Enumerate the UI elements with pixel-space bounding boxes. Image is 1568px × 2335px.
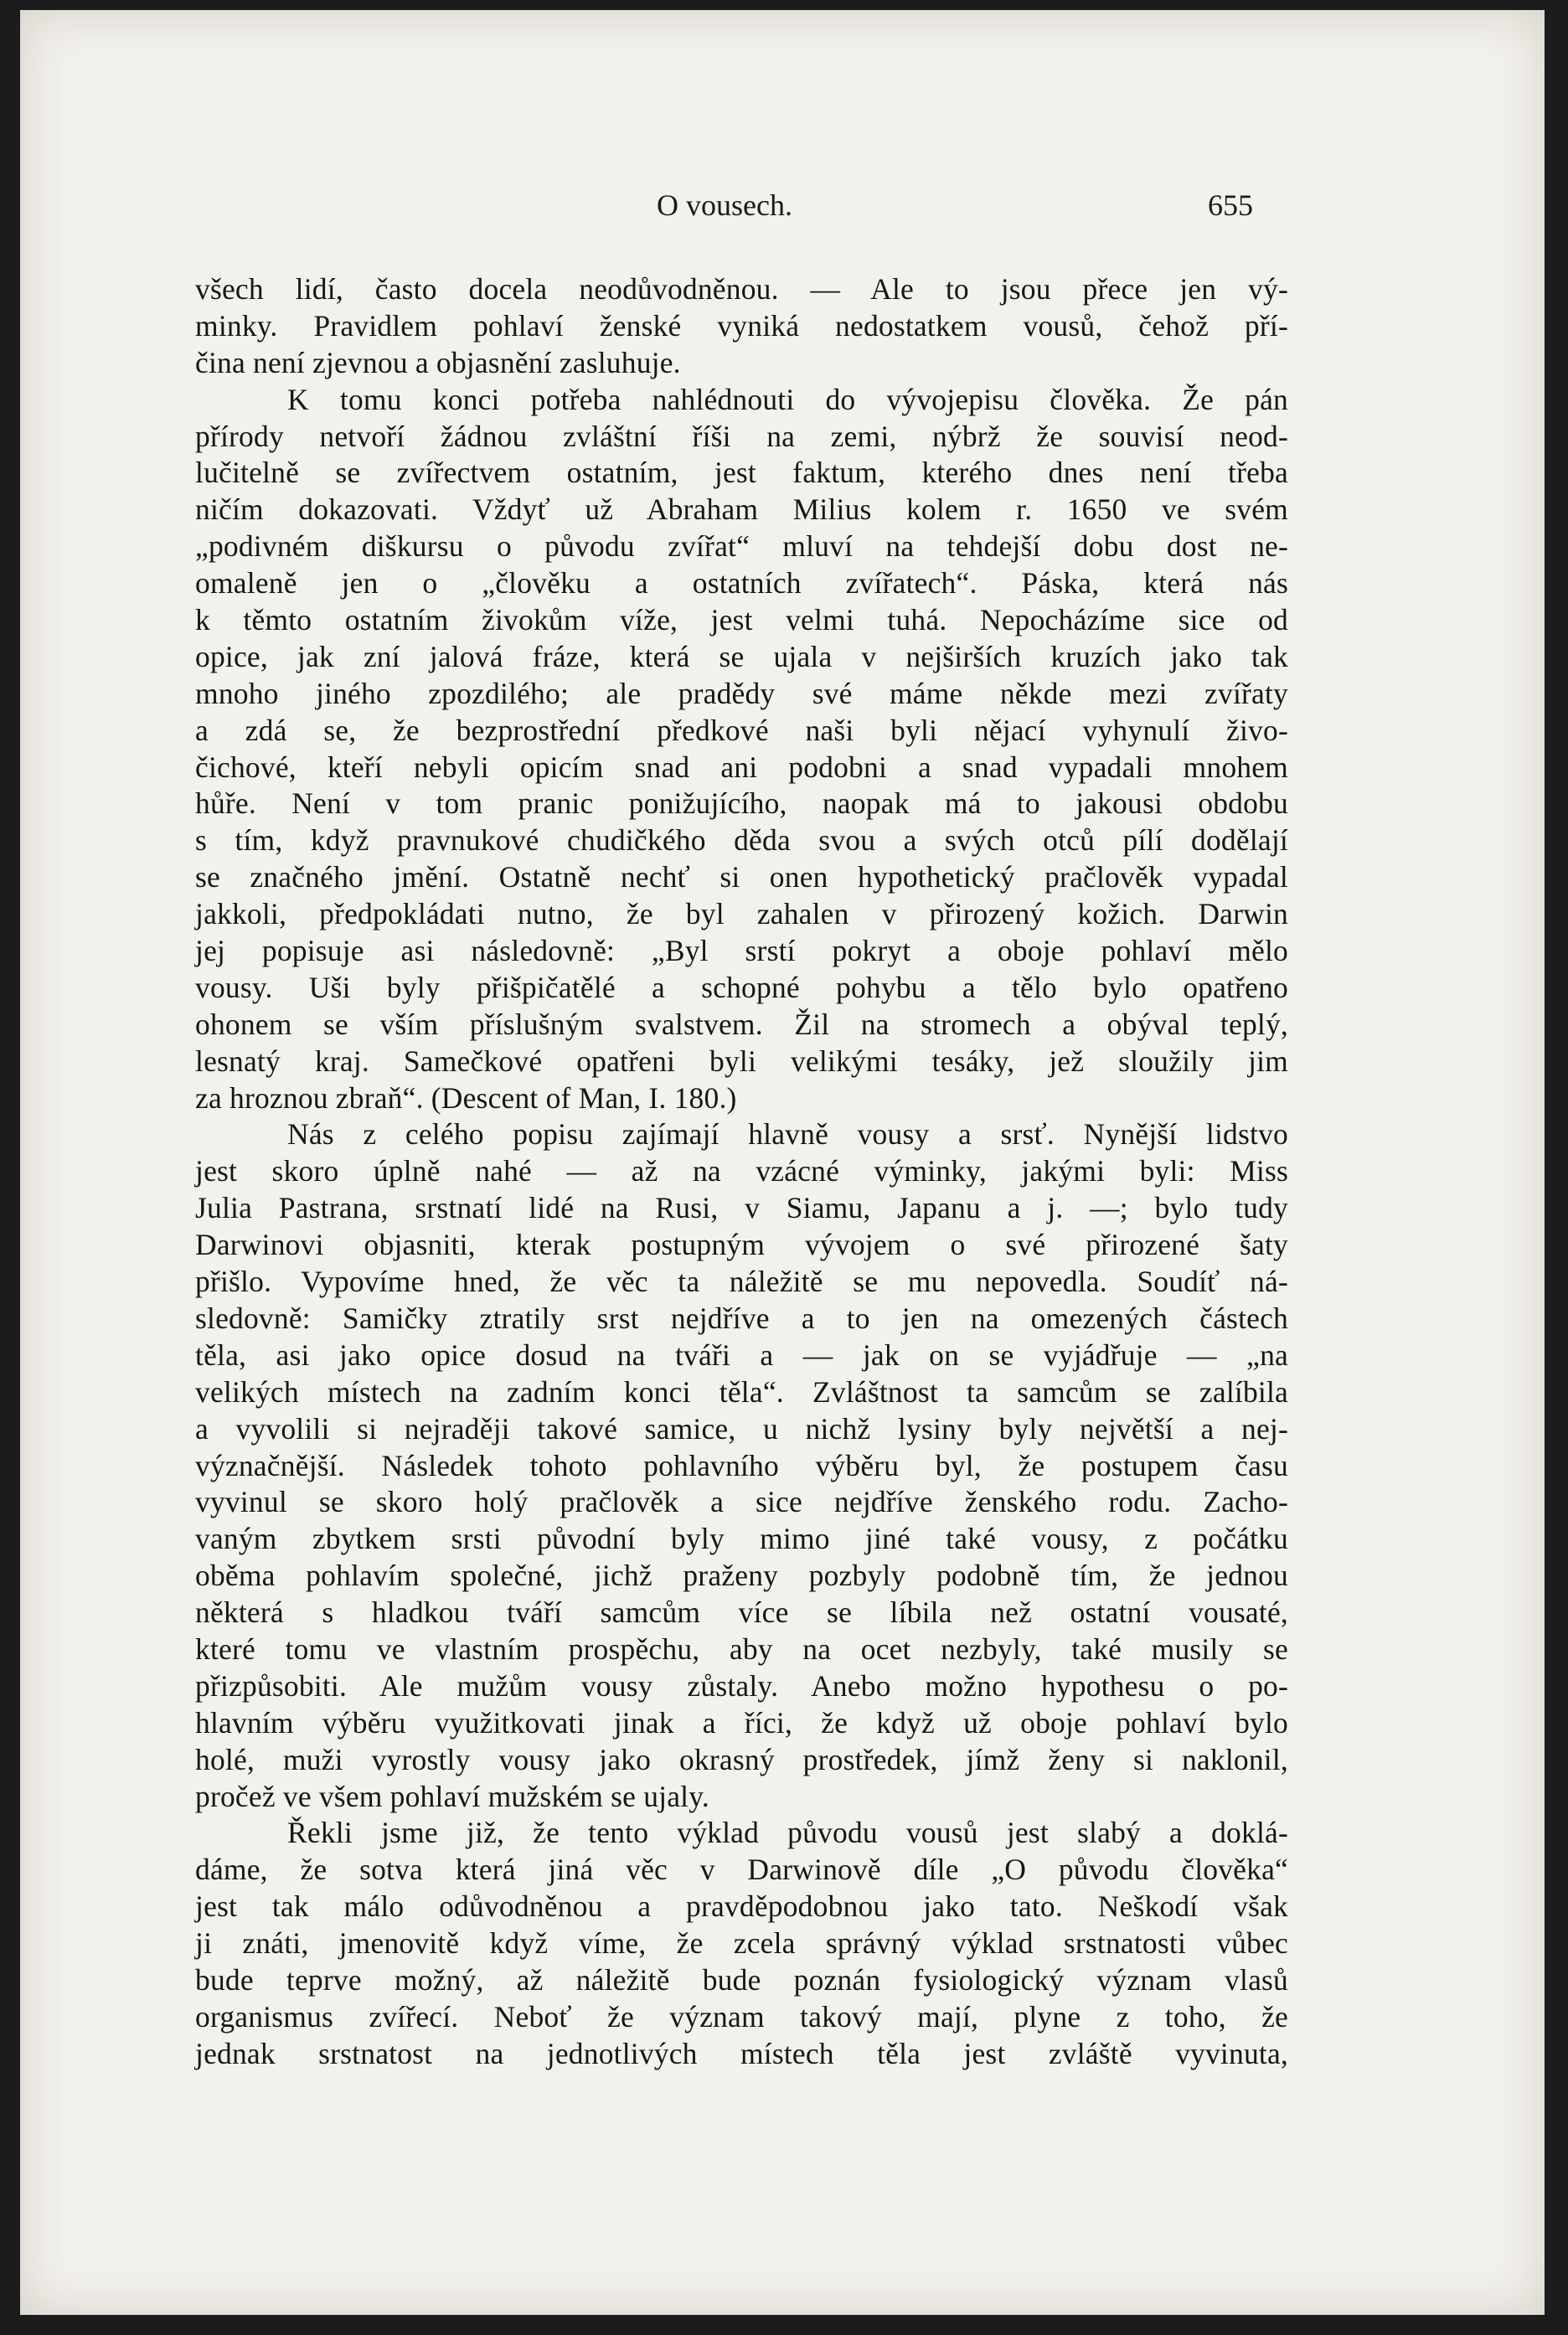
text-line: holé, muži vyrostly vousy jako okrasný prostředek, jímž ženy si naklonil, <box>195 1742 1288 1776</box>
text-line: vyvinul se skoro holý pračlověk a sice nejdříve ženského rodu. Zacho- <box>195 1485 1288 1519</box>
text-line: jakkoli, předpokládati nutno, že byl zahalen v přirozený kožich. Darwin <box>195 897 1288 931</box>
paragraph-start-line: Řekli jsme již, že tento výklad původu vousů jest slabý a doklá- <box>287 1816 1288 1850</box>
text-line: za hroznou zbraň“. (Descent of Man, I. 180.) <box>195 1080 737 1115</box>
text-line: omaleně jen o „člověku a ostatních zvířatech“. Páska, která nás <box>195 566 1288 601</box>
text-line: mnoho jiného zpozdilého; ale pradědy své máme někde mezi zvířaty <box>195 676 1288 710</box>
text-line: dáme, že sotva která jiná věc v Darwinově díle „O původu člověka“ <box>195 1853 1288 1887</box>
text-line: a zdá se, že bezprostřední předkové naši byli nějací vyhynulí živo- <box>195 713 1288 747</box>
text-line: čichové, kteří nebyli opicím snad ani podobni a snad vypadali mnohem <box>195 750 1288 784</box>
text-line: oběma pohlavím společné, jichž praženy pozbyly podobně tím, že jednou <box>195 1559 1288 1593</box>
text-line: ohonem se vším příslušným svalstvem. Žil na stromech a obýval teplý, <box>195 1007 1288 1041</box>
text-line: hůře. Není v tom pranic ponižujícího, naopak má to jakousi obdobu <box>195 786 1288 821</box>
text-line: a vyvolili si nejraději takové samice, u nichž lysiny byly největší a nej- <box>195 1411 1288 1446</box>
text-line: těla, asi jako opice dosud na tváři a — jak on se vyjádřuje — „na <box>195 1338 1288 1372</box>
running-title: O vousech. <box>657 188 792 222</box>
text-line: jej popisuje asi následovně: „Byl srstí pokryt a oboje pohlaví mělo <box>195 934 1288 968</box>
text-line: přizpůsobiti. Ale mužům vousy zůstaly. Anebo možno hypothesu o po- <box>195 1668 1288 1703</box>
text-line: Darwinovi objasniti, kterak postupným vývojem o své přirozené šaty <box>195 1228 1288 1262</box>
text-line: ji znáti, jmenovitě když víme, že zcela správný výklad srstnatosti vůbec <box>195 1926 1288 1961</box>
text-line: přírody netvoří žádnou zvláštní říši na zemi, nýbrž že souvisí neod- <box>195 419 1288 453</box>
text-line: čina není zjevnou a objasnění zasluhuje. <box>195 345 681 379</box>
text-line: se značného jmění. Ostatně nechť si onen hypothetický pračlověk vypadal <box>195 860 1288 894</box>
text-line: význačnější. Následek tohoto pohlavního výběru byl, že postupem času <box>195 1448 1288 1482</box>
paragraph-start-line: Nás z celého popisu zajímají hlavně vousy a srsť. Nynější lidstvo <box>287 1117 1288 1152</box>
text-line: jest skoro úplně nahé — až na vzácné výminky, jakými byli: Miss <box>195 1154 1288 1188</box>
text-line: lesnatý kraj. Samečkové opatřeni byli velikými tesáky, jež sloužily jim <box>195 1044 1288 1078</box>
text-line: Julia Pastrana, srstnatí lidé na Rusi, v Siamu, Japanu a j. —; bylo tudy <box>195 1191 1288 1225</box>
text-line: vaným zbytkem srsti původní byly mimo jiné také vousy, z počátku <box>195 1522 1288 1556</box>
page-number: 655 <box>1208 188 1253 222</box>
text-line: jest tak málo odůvodněnou a pravděpodobnou jako tato. Neškodí však <box>195 1889 1288 1924</box>
text-line: velikých místech na zadním konci těla“. Zvláštnost ta samcům se zalíbila <box>195 1374 1288 1409</box>
text-line: „podivném diškursu o původu zvířat“ mluví na tehdejší dobu dost ne- <box>195 529 1288 564</box>
text-line: vousy. Uši byly přišpičatělé a schopné pohybu a tělo bylo opatřeno <box>195 970 1288 1004</box>
text-line: všech lidí, často docela neodůvodněnou. — Ale to jsou přece jen vý- <box>195 272 1288 306</box>
book-page <box>20 10 1545 2315</box>
text-line: minky. Pravidlem pohlaví ženské vyniká nedostatkem vousů, čehož pří- <box>195 308 1288 343</box>
text-line: sledovně: Samičky ztratily srst nejdříve a to jen na omezených částech <box>195 1301 1288 1335</box>
text-line: k těmto ostatním živokům víže, jest velmi tuhá. Nepocházíme sice od <box>195 603 1288 637</box>
page-header <box>20 188 1545 229</box>
text-line: lučitelně se zvířectvem ostatním, jest faktum, kterého dnes není třeba <box>195 456 1288 490</box>
text-line: některá s hladkou tváří samcům více se líbila než ostatní vousaté, <box>195 1595 1288 1630</box>
text-line: opice, jak zní jalová fráze, která se ujala v nejširších kruzích jako tak <box>195 639 1288 673</box>
text-line: hlavním výběru využitkovati jinak a říci, že když už oboje pohlaví bylo <box>195 1705 1288 1740</box>
paragraph-start-line: K tomu konci potřeba nahlédnouti do vývojepisu člověka. Že pán <box>287 382 1288 416</box>
text-line: jednak srstnatost na jednotlivých místech těla jest zvláště vyvinuta, <box>195 2036 1288 2070</box>
text-line: přišlo. Vypovíme hned, že věc ta náležitě se mu nepovedla. Soudíť ná- <box>195 1265 1288 1299</box>
text-line: organismus zvířecí. Neboť že význam takový mají, plyne z toho, že <box>195 1999 1288 2033</box>
text-line: pročež ve všem pohlaví mužském se ujaly. <box>195 1779 709 1813</box>
text-line: s tím, když pravnukové chudičkého děda svou a svých otců pílí dodělají <box>195 823 1288 858</box>
text-line: ničím dokazovati. Vždyť už Abraham Milius kolem r. 1650 ve svém <box>195 492 1288 527</box>
body-text <box>195 271 1288 2073</box>
text-line: které tomu ve vlastním prospěchu, aby na ocet nezbyly, také musily se <box>195 1631 1288 1666</box>
text-line: bude teprve možný, až náležitě bude poznán fysiologický význam vlasů <box>195 1962 1288 1997</box>
